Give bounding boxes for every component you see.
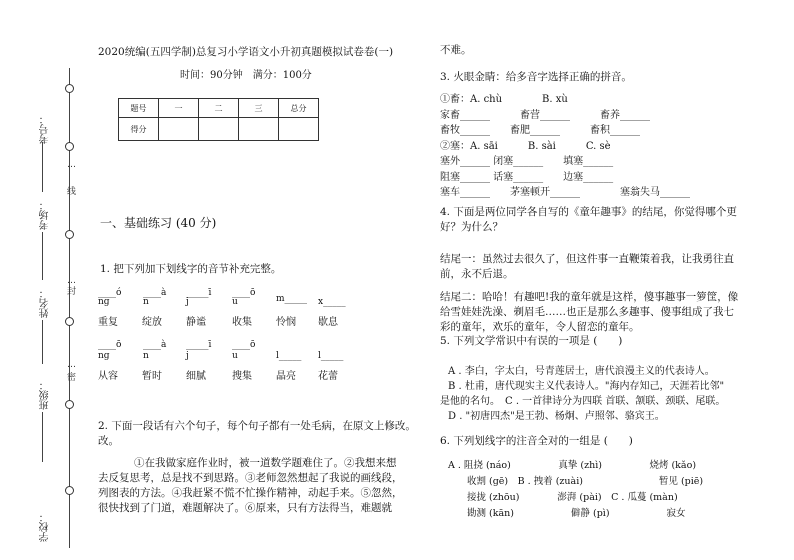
pinyin-initial: n bbox=[143, 351, 149, 361]
pinyin-initial: u bbox=[232, 351, 238, 361]
pinyin-initial: u bbox=[232, 297, 238, 307]
q4-ending-1 bbox=[440, 252, 734, 282]
q2-line: 去反复思考，总是找不到思路。③老师忽然想起了我说的画线段， bbox=[98, 472, 403, 484]
side-dots: … bbox=[67, 360, 76, 370]
q5-option[interactable]: A . 李白，字太白，号青莲居士，唐代浪漫主义的代表诗人。 bbox=[448, 366, 715, 377]
question-3: 3. 火眼金睛：给多音字选择正确的拼音。 bbox=[440, 71, 632, 83]
q3-line: 阻塞______ 话塞______ 边塞______ bbox=[440, 171, 614, 183]
page-subtitle: 时间：90分钟 满分：100分 bbox=[180, 70, 312, 81]
question-5: 5. 下列文学常识中有误的一项是 ( ) bbox=[440, 335, 623, 347]
q5-option[interactable]: 是他的名句。 C . 一首律诗分为四联 首联、颔联、颈联、尾联。 bbox=[440, 396, 726, 407]
pinyin-blank[interactable]: ____à bbox=[143, 340, 167, 350]
q4-line: 结尾一：虽然过去很久了，但这件事一直鞭策着我，让我勇往直 bbox=[440, 253, 734, 265]
word: 暂时 bbox=[142, 371, 162, 382]
binding-hole bbox=[65, 142, 74, 151]
pinyin-initial: ng bbox=[98, 351, 110, 361]
q3-line: 塞车______ 茅塞顿开______ 塞翁失马______ bbox=[440, 187, 690, 198]
word: 从容 bbox=[98, 371, 118, 382]
pinyin-blank[interactable]: l_____ bbox=[276, 351, 302, 361]
score-cell: 题号 bbox=[119, 99, 159, 118]
word: 怜悯 bbox=[276, 317, 296, 328]
side-dots: … bbox=[67, 276, 76, 286]
pinyin-blank[interactable]: ____ō bbox=[232, 288, 256, 298]
fill-line bbox=[42, 320, 43, 364]
word: 晶亮 bbox=[276, 371, 296, 382]
q3-line: ②塞：A. sāi B. sài C. sè bbox=[440, 140, 611, 152]
q6-row[interactable]: 收割 (gē) B . 拽着 (zuài) 暂见 (piē) bbox=[448, 476, 704, 487]
q6-row[interactable]: 勘测 (kān) 僻静 (pì) 寂女 bbox=[448, 508, 686, 519]
pinyin-blank[interactable]: l_____ bbox=[318, 351, 344, 361]
pinyin-blank[interactable]: _____ī bbox=[186, 288, 212, 298]
q5-option[interactable]: B . 杜甫，唐代现实主义代表诗人。"海内存知己，天涯若比邻" bbox=[448, 381, 725, 392]
word: 静谧 bbox=[186, 317, 206, 328]
q6-row[interactable]: 接拢 (zhōu) 澎湃 (pài) C . 瓜蔓 (màn) bbox=[448, 492, 678, 503]
q4-line: 结尾二：哈哈！有趣吧!我的童年就是这样，傻事趣事一箩筐，像 bbox=[440, 291, 739, 303]
fill-line bbox=[42, 412, 43, 462]
q2-line: 列图表的方法。④我赶紧不慌不忙操作精神，动起手来。⑤忽然， bbox=[98, 487, 403, 499]
q5-option[interactable]: D . "初唐四杰"是王勃、杨炯、卢照邻、骆宾王。 bbox=[448, 411, 665, 422]
name-label: 姓名： bbox=[40, 288, 51, 318]
pinyin-blank[interactable]: ____à bbox=[143, 288, 167, 298]
q4-line: 给雪娃娃洗澡、剃眉毛……也正是那么多趣事、傻事组成了我七 bbox=[440, 306, 734, 318]
q2-paragraph bbox=[98, 456, 403, 516]
word: 重复 bbox=[98, 317, 118, 328]
q4-line: 彩的童年，欢乐的童年，令人留恋的童年。 bbox=[440, 321, 640, 333]
score-table bbox=[118, 98, 319, 141]
word: 绽放 bbox=[142, 317, 162, 328]
pinyin-blank[interactable]: m_____ bbox=[276, 294, 308, 304]
side-dots: … bbox=[67, 160, 76, 170]
q2-end: 不难。 bbox=[440, 44, 472, 56]
score-input[interactable] bbox=[159, 118, 199, 141]
fill-line bbox=[42, 232, 43, 280]
score-input[interactable] bbox=[279, 118, 319, 141]
side-char-mi: 密 bbox=[67, 373, 77, 383]
question-1: 1. 把下列加下划线字的音节补充完整。 bbox=[100, 263, 282, 275]
pinyin-blank[interactable]: ____ō bbox=[98, 340, 122, 350]
word: 细腻 bbox=[186, 371, 206, 382]
pinyin-initial: j bbox=[186, 351, 189, 361]
q6-options bbox=[448, 458, 703, 522]
question-6: 6. 下列划线字的注音全对的一组是 ( ) bbox=[440, 435, 633, 447]
page-title: 2020统编(五四学制)总复习小学语文小升初真题模拟试卷卷(一) bbox=[98, 46, 394, 58]
binding-hole bbox=[65, 84, 74, 93]
pinyin-blank[interactable]: ____ō bbox=[232, 340, 256, 350]
question-2: 2. 下面一段话有六个句子，每个句子都有一处毛病，在原文上修改。 bbox=[98, 420, 416, 432]
q3-line: 畜牧______ 畜肥______ 畜积______ bbox=[440, 125, 640, 136]
fill-line bbox=[42, 142, 43, 192]
score-cell: 一 bbox=[159, 99, 199, 118]
q3-line: 塞外______ 闭塞______ 填塞______ bbox=[440, 156, 614, 167]
score-cell: 总分 bbox=[279, 99, 319, 118]
score-input[interactable] bbox=[239, 118, 279, 141]
q5-options bbox=[440, 364, 726, 424]
section-heading: 一、基础练习 (40 分) bbox=[100, 216, 217, 230]
school-label: 学校： bbox=[40, 512, 51, 542]
word: 花蕾 bbox=[318, 371, 338, 382]
binding-line bbox=[69, 68, 70, 548]
binding-hole bbox=[65, 486, 74, 495]
pinyin-blank[interactable]: _____ī bbox=[186, 340, 212, 350]
q6-row[interactable]: A . 阻挠 (náo) 真挚 (zhì) 烧烤 (kǎo) bbox=[448, 460, 697, 471]
pinyin-initial: n bbox=[143, 297, 149, 307]
q3-line: ①畜：A. chù B. xù bbox=[440, 94, 568, 105]
class-label: 班级： bbox=[40, 380, 51, 410]
score-cell: 三 bbox=[239, 99, 279, 118]
word: 搜集 bbox=[232, 371, 252, 382]
pinyin-blank[interactable]: x_____ bbox=[318, 297, 346, 307]
pinyin-blank[interactable]: ____ó bbox=[98, 288, 122, 298]
word: 歇息 bbox=[318, 317, 338, 328]
score-cell: 得分 bbox=[119, 118, 159, 141]
side-char-xian: 线 bbox=[67, 187, 77, 197]
score-cell: 二 bbox=[199, 99, 239, 118]
q3-block bbox=[440, 92, 690, 201]
binding-hole bbox=[65, 400, 74, 409]
exam-room-label: 考场： bbox=[40, 200, 51, 230]
question-4: 4. 下面是两位同学各自写的《童年趣事》的结尾，你觉得哪个更 bbox=[440, 206, 737, 218]
score-input[interactable] bbox=[199, 118, 239, 141]
side-char-feng: 封 bbox=[67, 287, 77, 297]
q4-ending-2 bbox=[440, 290, 738, 335]
word: 收集 bbox=[232, 317, 252, 328]
question-4-cont: 好？为什么？ bbox=[440, 221, 503, 233]
pinyin-initial: j bbox=[186, 297, 189, 307]
question-2-cont: 改。 bbox=[98, 435, 119, 447]
binding-hole bbox=[65, 230, 74, 239]
q3-line: 家畜______ 畜营______ 畜养______ bbox=[440, 109, 650, 121]
binding-hole bbox=[65, 317, 74, 326]
q4-line: 前，永不后退。 bbox=[440, 268, 514, 280]
exam-number-label: 考号： bbox=[40, 114, 51, 144]
pinyin-initial: ng bbox=[98, 297, 110, 307]
q2-line: ①在我做家庭作业时，被一道数学题难住了。②我想来想 bbox=[134, 457, 397, 469]
q2-line: 很快找到了门道，难题解决了。⑥原来，只有方法得当，难题就 bbox=[98, 502, 392, 514]
